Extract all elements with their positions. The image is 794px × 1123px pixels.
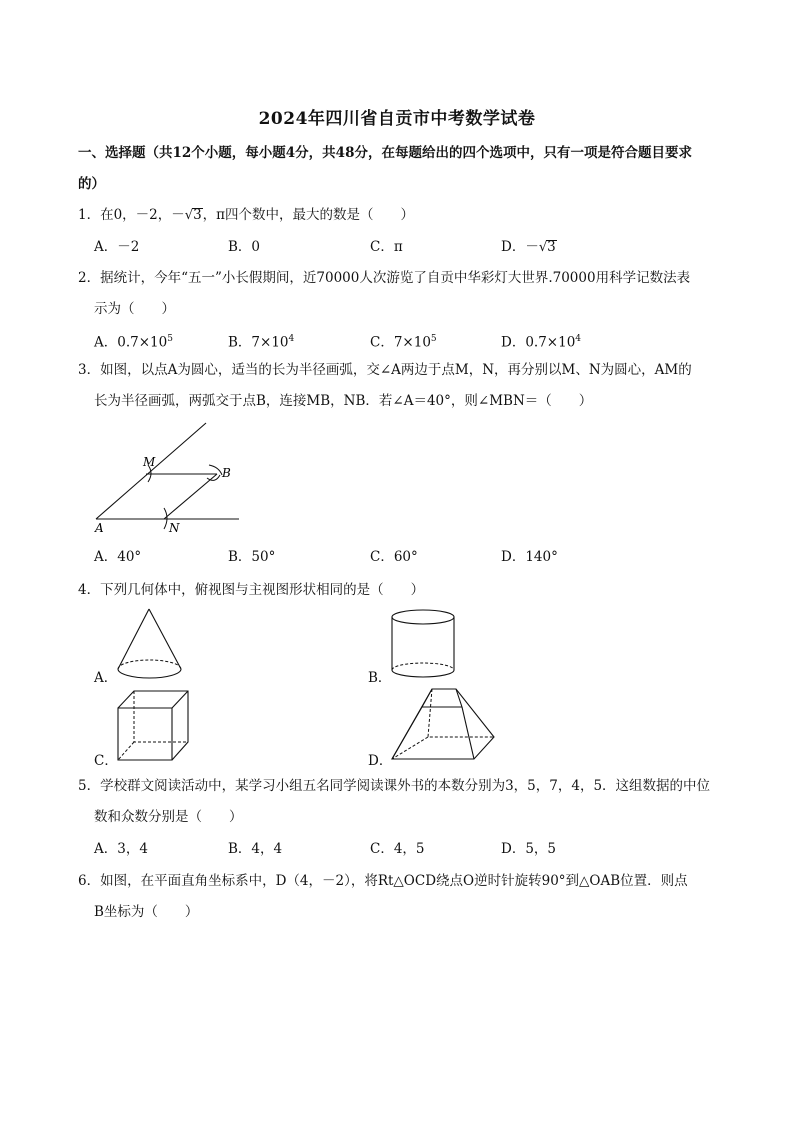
q4-option-d[interactable]: D． <box>368 753 393 769</box>
q2-option-d-base: D．0.7×10 <box>501 334 576 351</box>
q1-option-d[interactable] <box>501 234 557 261</box>
q3-angle-figure <box>88 418 248 540</box>
q1-option-a[interactable]: A．－2 <box>94 239 140 255</box>
cone-icon <box>114 606 186 682</box>
q1-option-d-prefix: D．－ <box>501 239 539 255</box>
q3-option-a[interactable]: A．40° <box>94 549 142 565</box>
question-3-line2: 长为半径画弧，两弧交于点B，连接MB，NB．若∠A＝40°，则∠MBN＝（ ） <box>94 393 593 409</box>
q2-option-a-base: A．0.7×10 <box>94 334 168 351</box>
q4-option-c[interactable]: C． <box>94 753 118 769</box>
question-6-line2: B坐标为（ ） <box>94 904 199 920</box>
q5-option-b[interactable]: B．4，4 <box>228 841 283 857</box>
q2-option-a-exp: 5 <box>167 334 173 344</box>
label-n: N <box>169 521 180 535</box>
section-heading-line1: 一、选择题（共12个小题，每小题4分，共48分，在每题给出的四个选项中，只有一项是符合题目要求 <box>78 145 692 161</box>
q2-options <box>94 326 714 352</box>
q2-option-d[interactable] <box>501 326 581 356</box>
label-m: M <box>143 455 156 469</box>
q3-options <box>94 544 714 570</box>
segment-nb <box>164 474 217 519</box>
q2-option-c[interactable] <box>370 326 437 356</box>
q1-radicand: 3 <box>193 207 202 223</box>
cube-icon <box>112 686 194 766</box>
q4-option-a[interactable]: A． <box>94 670 118 686</box>
question-4-line1: 4．下列几何体中，俯视图与主视图形状相同的是（ ） <box>78 582 425 598</box>
q2-option-b[interactable] <box>228 326 294 356</box>
q1-option-d-radicand: 3 <box>547 239 556 255</box>
question-1 <box>78 200 728 231</box>
q2-option-c-exp: 5 <box>430 334 437 344</box>
section-heading-line2: 的） <box>78 176 105 192</box>
label-a: A <box>95 521 104 535</box>
q1-prefix: 1．在0，－2， <box>78 207 172 223</box>
q1-suffix: ，π四个数中，最大的数是（ ） <box>202 207 415 223</box>
q3-option-b[interactable]: B．50° <box>228 549 276 565</box>
q5-option-c[interactable]: C．4，5 <box>370 841 425 857</box>
q2-option-a[interactable] <box>94 326 173 356</box>
frustum-icon <box>388 685 504 767</box>
question-2-line2: 示为（ ） <box>94 301 175 317</box>
question-5-line2: 数和众数分别是（ ） <box>94 809 243 825</box>
q5-options <box>94 836 714 862</box>
q5-option-a[interactable]: A．3，4 <box>94 841 148 857</box>
question-3-line1: 3．如图，以点A为圆心，适当的长为半径画弧，交∠A两边于点M，N，再分别以M、N为圆心，AM的 <box>78 362 692 378</box>
q1-option-c[interactable]: C．π <box>370 239 403 255</box>
q1-options <box>94 234 714 260</box>
q2-option-b-exp: 4 <box>288 334 295 344</box>
label-b: B <box>222 466 231 480</box>
q1-option-b[interactable]: B．0 <box>228 239 261 255</box>
cylinder-icon <box>388 608 460 684</box>
question-2-line1: 2．据统计，今年“五一”小长假期间，近70000人次游览了自贡中华彩灯大世界.70000用科学记数法表 <box>78 270 691 286</box>
q2-option-c-base: C．7×10 <box>370 334 431 351</box>
q1-neg: － <box>171 207 185 223</box>
question-6-line1: 6．如图，在平面直角坐标系中，D（4，－2），将Rt△OCD绕点O逆时针旋转90°到△OAB位置．则点 <box>78 873 688 889</box>
q2-option-b-base: B．7×10 <box>228 334 289 351</box>
radical-sign-icon: √ <box>184 208 194 223</box>
arc-b-lower <box>207 475 220 480</box>
q3-option-d[interactable]: D．140° <box>501 549 558 565</box>
exam-title: 2024年四川省自贡市中考数学试卷 <box>258 109 536 129</box>
q5-option-d[interactable]: D．5，5 <box>501 841 557 857</box>
q2-option-d-exp: 4 <box>575 334 582 344</box>
q4-option-b[interactable]: B． <box>368 670 392 686</box>
question-5-line1: 5．学校群文阅读活动中，某学习小组五名同学阅读课外书的本数分别为3，5，7，4，5．这组数据的中位 <box>78 778 711 794</box>
radical-sign-icon: √ <box>538 240 548 255</box>
q3-option-c[interactable]: C．60° <box>370 549 418 565</box>
section-heading <box>78 138 728 200</box>
